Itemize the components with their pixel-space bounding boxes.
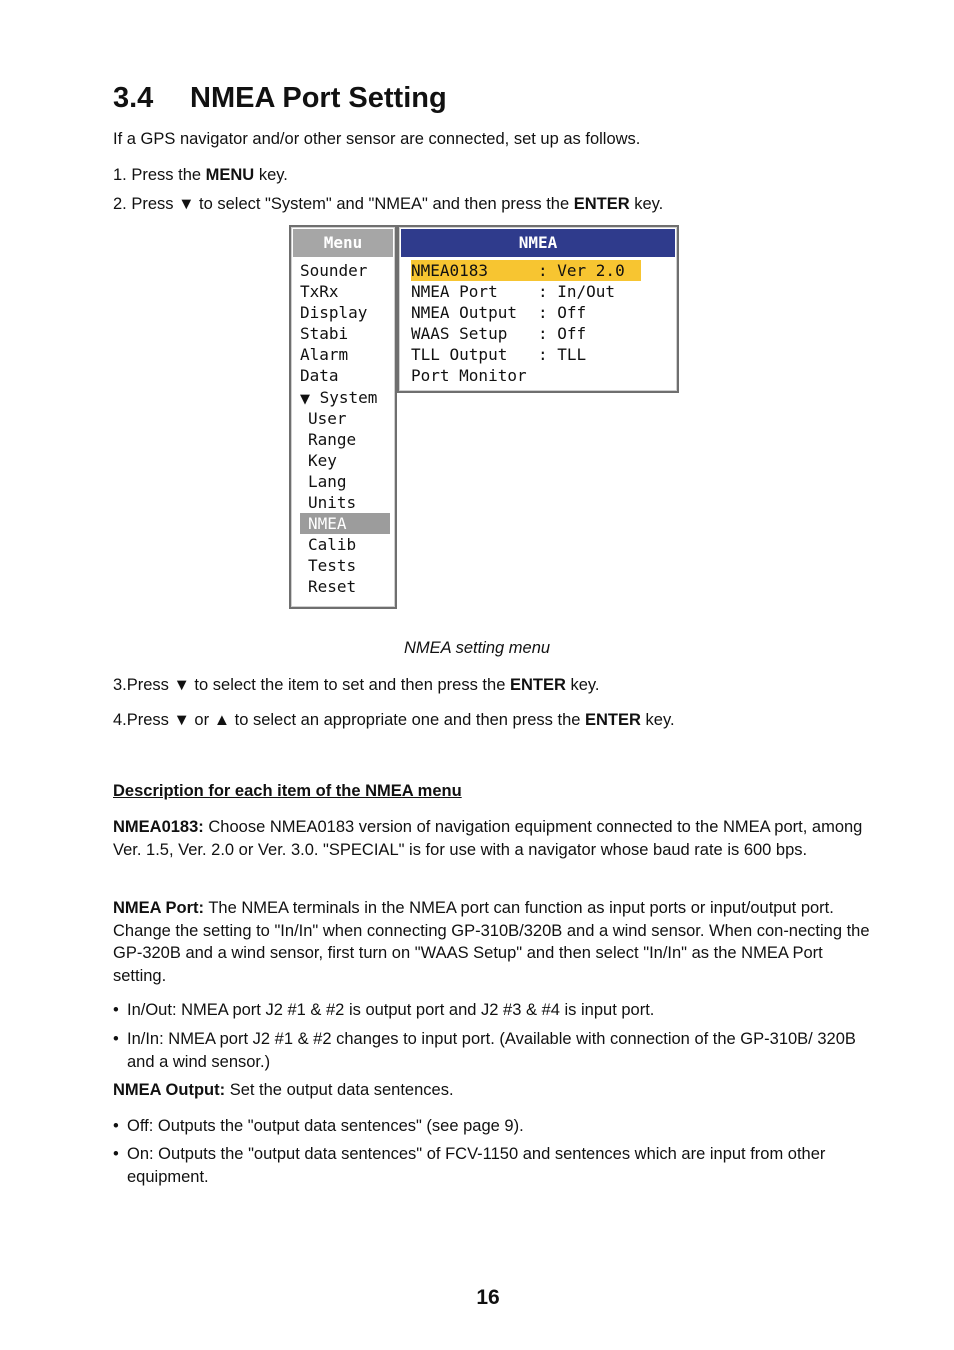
menu-panel-title: Menu — [293, 229, 393, 257]
step-2 — [113, 193, 663, 215]
menu-item-txrx[interactable]: TxRx — [300, 282, 339, 302]
menu-item-stabi[interactable]: Stabi — [300, 324, 349, 344]
nmea-panel-title: NMEA — [401, 229, 675, 257]
menu-item-reset[interactable]: Reset — [308, 577, 357, 597]
nmea-row-label: NMEA0183 — [411, 261, 489, 280]
menu-panel — [289, 225, 397, 609]
menu-item-nmea[interactable]: NMEA — [300, 513, 390, 534]
step-2-suffix: key. — [629, 195, 664, 213]
bullet-in-out — [113, 999, 873, 1022]
nmea-row-tll-output[interactable] — [411, 344, 641, 365]
menu-item-units[interactable]: Units — [308, 493, 357, 513]
nmea-row-value: : Off — [538, 324, 587, 344]
step-1 — [113, 164, 288, 186]
page-number: 16 — [476, 1286, 500, 1309]
desc-term: NMEA Output: — [113, 1081, 226, 1099]
desc-term: NMEA0183: — [113, 818, 204, 836]
section-title-text: NMEA Port Setting — [190, 82, 447, 114]
nmea-row-nmea0183[interactable] — [411, 260, 641, 281]
step-3-suffix: key. — [565, 676, 600, 694]
menu-item-user[interactable]: User — [308, 408, 347, 428]
menu-item-display[interactable]: Display — [300, 303, 368, 323]
description-heading: Description for each item of the NMEA menu — [113, 782, 462, 800]
bullet-text: In/In: NMEA port J2 #1 & #2 changes to input port. (Available with connection of the GP-310B/ 320B and a wind sensor.) — [127, 1030, 856, 1071]
nmea-settings-list — [411, 260, 641, 387]
desc-term: NMEA Port: — [113, 899, 205, 917]
menu-item-data[interactable]: Data — [300, 366, 339, 386]
step-3 — [113, 674, 600, 696]
nmea-row-label: Port Monitor — [411, 366, 527, 386]
bullet-off — [113, 1115, 873, 1138]
nmea-panel — [397, 225, 679, 393]
menu-item-calib[interactable]: Calib — [308, 535, 357, 555]
step-1-text: 1. Press the — [113, 166, 206, 184]
section-title — [113, 82, 447, 115]
desc-text: Choose NMEA0183 version of navigation equipment connected to the NMEA port, among Ver. 1.5, Ver. 2.0 or Ver. 3.0. "SPECIAL" is for use with a navigator whose baud rate is 600 bps. — [113, 818, 863, 859]
figure-caption: NMEA setting menu — [403, 639, 551, 657]
bullet-text: Off: Outputs the "output data sentences" (see page 9). — [127, 1117, 524, 1135]
desc-nmea-port — [113, 897, 873, 987]
menu-item-tests[interactable]: Tests — [308, 556, 357, 576]
bullet-text: On: Outputs the "output data sentences" of FCV-1150 and sentences which are input from other equipment. — [127, 1145, 826, 1186]
intro-text: If a GPS navigator and/or other sensor are connected, set up as follows. — [113, 130, 641, 148]
desc-text: The NMEA terminals in the NMEA port can function as input ports or input/output port. Change the setting to "In/In" when connecting GP-310B/320B and a wind sensor. When con-necting the GP-320B and a wind sensor, first turn on "WAAS Setup" and then select "In/In" as the NMEA Port setting. — [113, 899, 870, 985]
enter-key-label: ENTER — [585, 711, 641, 729]
nmea-row-label: TLL Output — [411, 345, 508, 365]
menu-item-system-label: System — [319, 387, 378, 407]
desc-text: Set the output data sentences. — [225, 1081, 454, 1099]
enter-key-label: ENTER — [509, 676, 566, 694]
nmea-row-label: NMEA Port — [411, 282, 498, 302]
bullet-dot: • — [113, 1145, 119, 1163]
enter-key-label: ENTER — [573, 195, 630, 213]
bullet-text: In/Out: NMEA port J2 #1 & #2 is output port and J2 #3 & #4 is input port. — [127, 1001, 655, 1019]
bullet-dot: • — [113, 1117, 119, 1135]
menu-item-system[interactable] — [300, 387, 390, 408]
nmea-row-label: WAAS Setup — [411, 324, 508, 344]
step-2-text: 2. Press ▼ to select "System" and "NMEA" and then press the — [113, 195, 574, 213]
section-number: 3.4 — [113, 82, 154, 114]
nmea-row-value: : In/Out — [538, 282, 616, 302]
menu-item-range[interactable]: Range — [308, 429, 357, 449]
nmea-row-nmea-port[interactable] — [411, 281, 641, 302]
menu-item-sounder[interactable]: Sounder — [300, 261, 368, 280]
nmea-row-value: : Off — [538, 303, 587, 323]
bullet-on — [113, 1143, 873, 1189]
menu-item-alarm[interactable]: Alarm — [300, 345, 349, 365]
menu-key-label: MENU — [205, 166, 255, 184]
menu-item-key[interactable]: Key — [308, 450, 337, 470]
step-4-suffix: key. — [640, 711, 675, 729]
desc-nmea-output — [113, 1079, 873, 1102]
nmea-row-waas-setup[interactable] — [411, 323, 641, 344]
nmea-row-value: : Ver 2.0 — [538, 261, 625, 280]
nmea-row-value: : TLL — [538, 345, 587, 365]
step-3-text: 3.Press ▼ to select the item to set and then press the — [113, 676, 510, 694]
nmea-row-port-monitor[interactable] — [411, 365, 641, 386]
step-4 — [113, 709, 675, 731]
nmea-row-label: NMEA Output — [411, 303, 517, 323]
bullet-in-in — [113, 1028, 873, 1074]
menu-list — [300, 260, 390, 598]
desc-nmea0183 — [113, 816, 873, 861]
step-1-suffix: key. — [254, 166, 288, 184]
menu-item-lang[interactable]: Lang — [308, 471, 347, 491]
expand-triangle-icon: ▼ — [300, 391, 310, 407]
bullet-dot: • — [113, 1030, 119, 1048]
bullet-dot: • — [113, 1001, 119, 1019]
nmea-row-nmea-output[interactable] — [411, 302, 641, 323]
step-4-text: 4.Press ▼ or ▲ to select an appropriate one and then press the — [113, 711, 586, 729]
